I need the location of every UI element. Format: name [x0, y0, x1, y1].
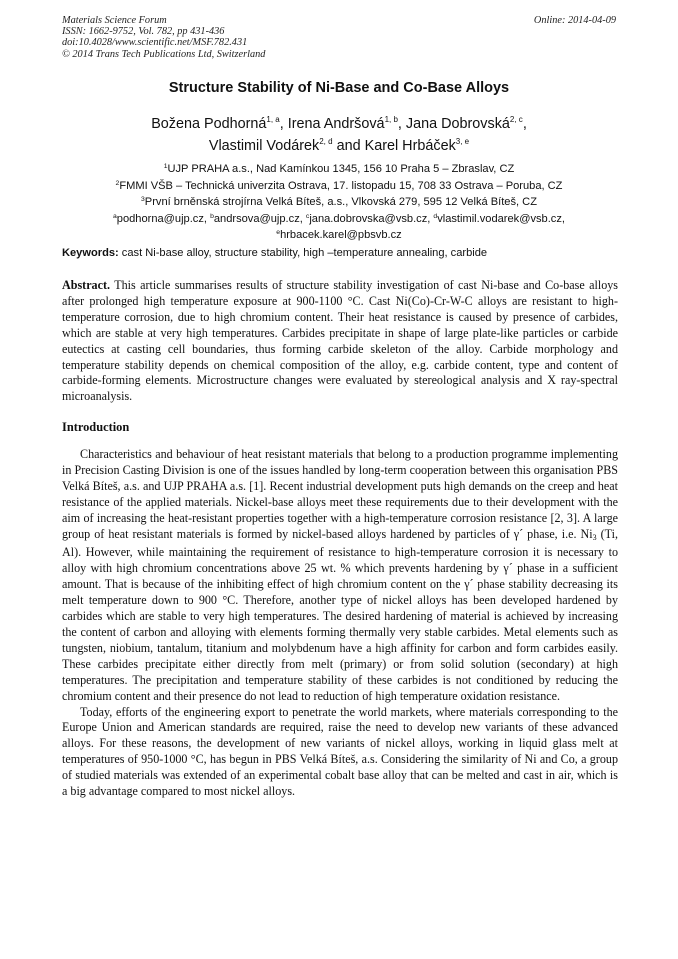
affiliation-text: UJP PRAHA a.s., Nad Kamínkou 1345, 156 10 Praha 5 – Zbraslav, CZ [167, 163, 515, 175]
email-mark: a [113, 212, 117, 220]
doi-line: doi:10.4028/www.scientific.net/MSF.782.431 [62, 37, 248, 49]
author-name: Vlastimil Vodárek [208, 138, 320, 154]
affiliations [0, 160, 678, 243]
email-link[interactable]: podhorna@ujp.cz, [116, 212, 211, 225]
author-affiliation-mark: 2, c [509, 115, 523, 124]
email-mark: d [433, 212, 438, 220]
affiliation-line [0, 160, 678, 177]
email-link[interactable]: hrbacek.karel@pbsvb.cz [280, 229, 402, 242]
affiliation-line [0, 193, 678, 210]
author-list: Božena Podhorná$^{1, a}$, Irena Andršová$^{1, b}$, Jana Dobrovská$^{2, c}$, Vlastimil Vodárek$^{2, d}$ and Karel Hrbáček$^{3, e}$ [151, 115, 527, 154]
copyright-line: © 2014 Trans Tech Publications Ltd, Switzerland [62, 48, 266, 60]
author-name: Božena Podhorná [151, 116, 267, 132]
email-mark: c [305, 212, 310, 220]
affiliation-mark: 2 [115, 179, 120, 187]
paper-title: Structure Stability of Ni-Base and Co-Base Alloys [168, 80, 510, 96]
affiliation-text: První brněnská strojírna Velká Bíteš, a.s., Vlkovská 279, 595 12 Velká Bíteš, CZ [144, 196, 537, 209]
author-affiliation-mark: 1, a [266, 115, 280, 124]
paragraph-text: Characteristics and behaviour of heat resistant materials that belong to a production programme implementing in Precision Casting Division is one of the issues handled by long-term cooperation between this organisation PBS Velká Bíteš, a.s. and UJP PRAHA a.s. [1]. Recent industrial development puts high demands on the creep and heat resistance of the applied materials. Nickel-base alloys meet these requirements due to their development with the aim of increasing the heat-resistant properties together with a high-temperature corrosion resistance [2, 3]. A large group of heat resistant materials is formed by nickel-based alloys hardened by particles of γ´ phase, i.e. Ni [62, 447, 618, 541]
paragraph-text: (Ti, Al). However, while maintaining the requirement of resistance to high-temperature corrosion it is necessary to alloy with high chromium concentrations above 25 wt. % which prevents hardening by γ´ phase in a sufficient amount. That is because of the inhibiting effect of high chromium content on the γ´ phase stability decreasing its melt temperature down to 900 °C. Therefore, another type of nickel alloys has been developed hardened by carbides which are stable to very high temperatures. The desired hardening of material is achieved by increasing the content of carbon and alloying with elements forming thermally very stable carbides. Metal elements such as tungsten, niobium, tantalum, titanium and molybdenum have a high affinity for carbon and form carbides easily. These carbides precipitate either directly from melt (primary) or from solid solution (secondary) at high temperatures. The precipitation and temperature stability of these carbides is not conditioned by reducing the chromium content and their presence do not lead to reduction of high temperature oxidation resistance. [62, 526, 618, 703]
affiliation-mark: 1 [163, 163, 168, 170]
online-date: Online: 2014-04-09 [533, 15, 616, 26]
author-name: Irena Andršová [287, 116, 385, 132]
email-link[interactable]: jana.dobrovska@vsb.cz, [309, 212, 434, 225]
journal-name: Materials Science Forum [62, 15, 167, 26]
paragraph [62, 447, 618, 705]
email-link[interactable]: andrsova@ujp.cz, [213, 212, 306, 225]
abstract [62, 278, 618, 405]
email-line [0, 210, 678, 227]
affiliation-text: FMMI VŠB – Technická univerzita Ostrava, 17. listopadu 15, 708 33 Ostrava – Poruba, CZ [119, 179, 563, 192]
author-name: Karel Hrbáček [364, 138, 456, 154]
section-heading-introduction: Introduction [62, 420, 130, 434]
email-mark: b [210, 212, 214, 220]
affiliation-line [0, 177, 678, 194]
author-affiliation-mark: 2, d [319, 137, 333, 146]
keywords-label: Keywords: [62, 247, 119, 259]
introduction-body [62, 447, 618, 800]
abstract-text: This article summarises results of structure stability investigation of cast Ni-base and Co-base alloys after prolonged high temperature exposure at 900-1100 °C. Cast Ni(Co)-Cr-W-C alloys are resistant to high-temperature corrosion, due to high chromium content. Their heat resistance is caused by presence of carbides, which are stable at very high temperatures. Carbides precipitate in shape of large plate-like particles or carbide eutectics at casting cell boundaries, thus forming carbide skeleton of the alloy. Carbide morphology and temperature stability depends on chemical composition of the alloy, e.g. carbide content, type and content of carbide-forming elements. Microstructure changes were evaluated by stereological analysis and X ray-spectral microanalysis. [62, 278, 618, 404]
paragraph: Today, efforts of the engineering export to penetrate the world markets, where materials corresponding to the Europe Union and American standards are required, raise the need to develop new variants of these advanced alloys. For these reasons, the development of new variants of nickel alloys, working in liquid glass melt at temperatures of 950-1000 °C, has begun in PBS Velká Bíteš, a.s. Considering the similarity of Ni and Co, a group of studied materials was extended of an experimental cobalt base alloy that can be melted and cast in air, which is a big advantage compared to most nickel alloys. [62, 704, 618, 799]
journal-header [62, 15, 616, 60]
author-name: Jana Dobrovská [405, 116, 510, 132]
keywords-text: cast Ni-base alloy, structure stability, high –temperature annealing, carbide [118, 247, 488, 259]
email-line [0, 226, 678, 243]
email-mark: e [276, 229, 281, 237]
author-affiliation-mark: 3, e [455, 137, 470, 146]
issn-line: ISSN: 1662-9752, Vol. 782, pp 431-436 [62, 26, 225, 38]
keywords [62, 247, 618, 259]
email-link[interactable]: vlastimil.vodarek@vsb.cz, [437, 212, 565, 225]
subscript: 3 [592, 532, 597, 542]
affiliation-mark: 3 [141, 196, 145, 204]
author-affiliation-mark: 1, b [384, 115, 398, 124]
abstract-label: Abstract. [62, 278, 111, 292]
